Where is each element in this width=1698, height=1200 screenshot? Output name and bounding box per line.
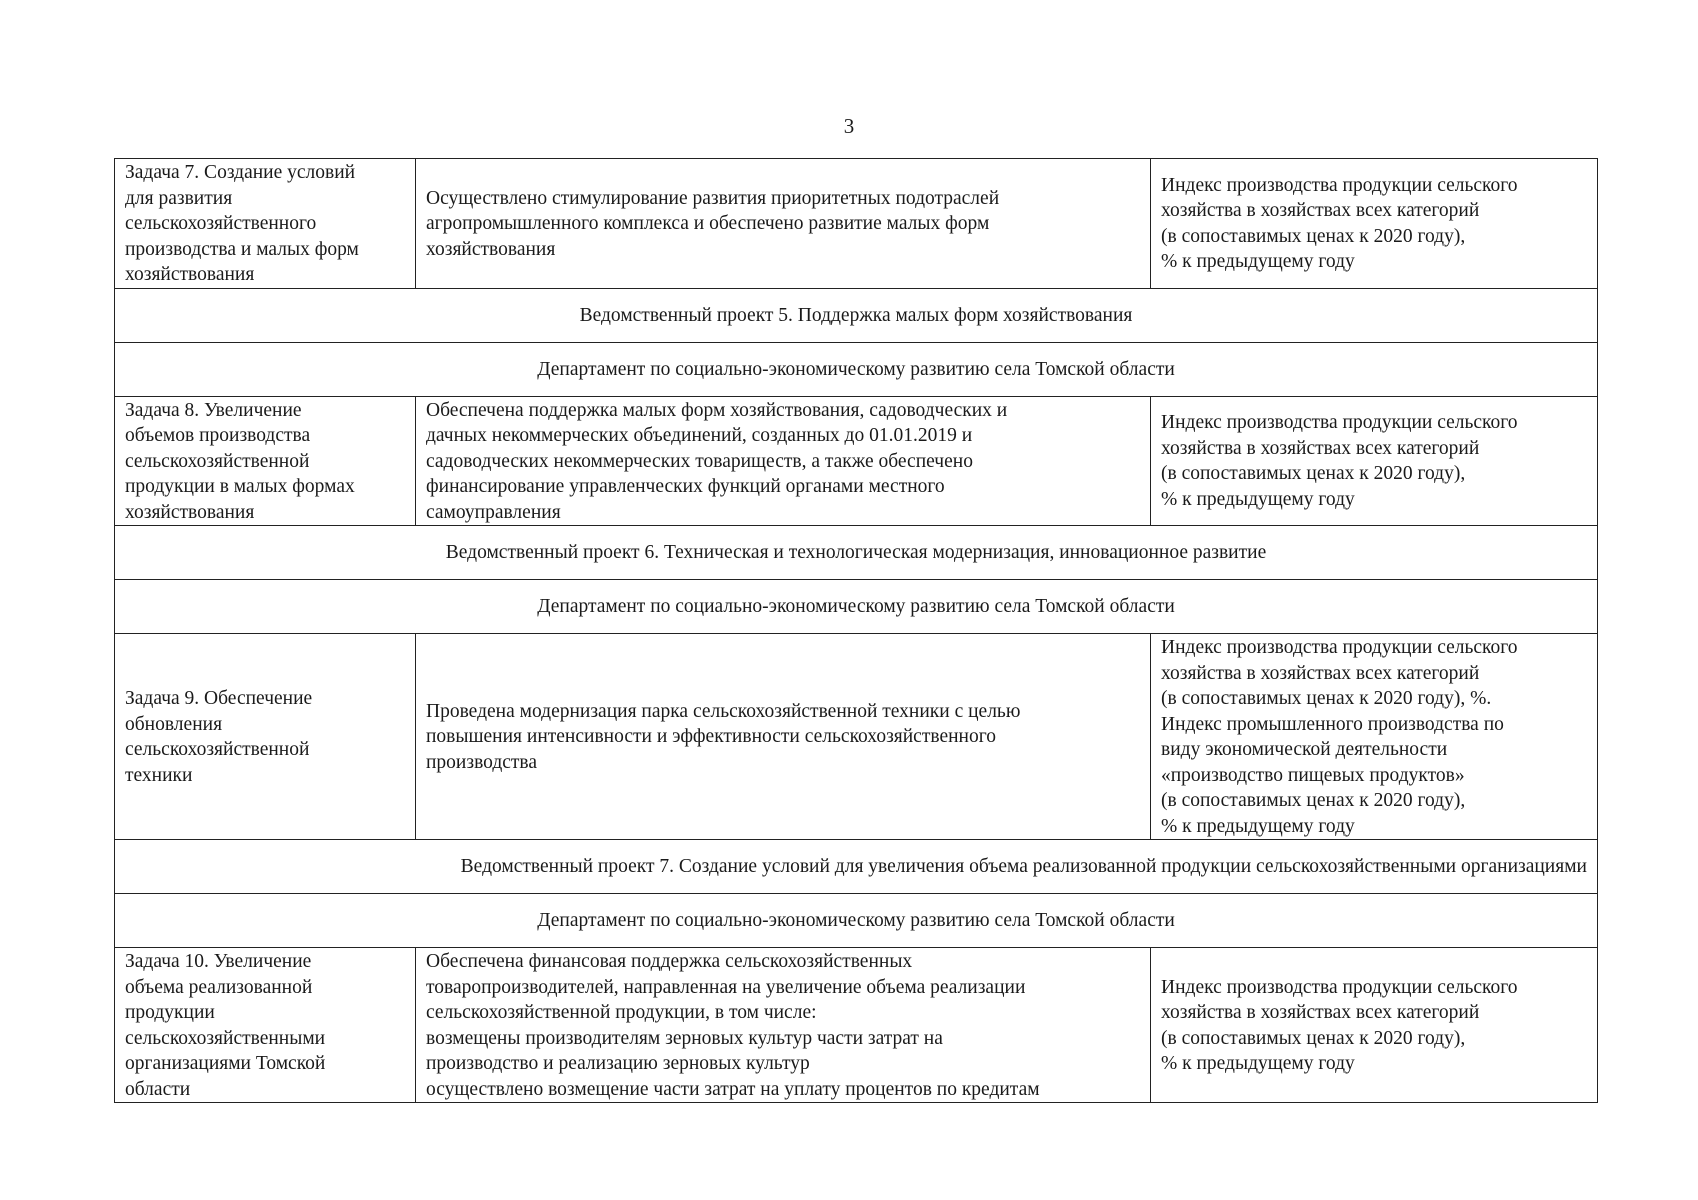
- result-line: производство и реализацию зерновых культур: [426, 1053, 810, 1074]
- task-cell: [115, 396, 416, 526]
- task-row: [115, 634, 1598, 840]
- task-line: Задача 7. Создание условий: [125, 162, 356, 183]
- task-line: Задача 9. Обеспечение: [125, 688, 313, 709]
- result-line: хозяйствования: [426, 238, 556, 260]
- task-row: [115, 948, 1598, 1103]
- task-line: продукции в малых формах: [125, 476, 355, 497]
- task-line: сельскохозяйственными: [125, 1027, 326, 1049]
- indicator-line: хозяйства в хозяйствах всех категорий: [1161, 662, 1480, 684]
- task-line: хозяйствования: [125, 264, 255, 285]
- indicator-line: хозяйства в хозяйствах всех категорий: [1161, 200, 1480, 222]
- section-heading: Ведомственный проект 5. Поддержка малых форм хозяйствования: [115, 288, 1598, 342]
- program-table: [114, 158, 1598, 1103]
- result-cell: [416, 159, 1151, 289]
- task-line: продукции: [125, 1002, 215, 1023]
- result-cell: [416, 948, 1151, 1103]
- result-line: повышения интенсивности и эффективности сельскохозяйственного: [426, 726, 996, 748]
- task-line: объема реализованной: [125, 976, 313, 998]
- page-number: 3: [843, 114, 855, 138]
- task-line: обновления: [125, 713, 223, 735]
- result-line: Обеспечена финансовая поддержка сельскохозяйственных: [426, 951, 913, 972]
- indicator-line: (в сопоставимых ценах к 2020 году),: [1161, 1027, 1466, 1049]
- result-line: садоводческих некоммерческих товариществ, а также обеспечено: [426, 450, 973, 472]
- indicator-line: % к предыдущему году: [1161, 251, 1355, 273]
- table-body: [115, 159, 1598, 1103]
- section-row: [115, 526, 1598, 580]
- result-line: Проведена модернизация парка сельскохозяйственной техники с целью: [426, 700, 1021, 722]
- result-line: дачных некоммерческих объединений, созданных до 01.01.2019 и: [426, 425, 973, 446]
- section-row: [115, 342, 1598, 396]
- indicator-cell: [1151, 948, 1598, 1103]
- task-line: Задача 10. Увеличение: [125, 951, 312, 972]
- indicator-line: % к предыдущему году: [1161, 1053, 1355, 1074]
- task-row: [115, 396, 1598, 526]
- result-line: возмещены производителям зерновых культур части затрат на: [426, 1027, 943, 1049]
- task-line: сельскохозяйственного: [125, 213, 317, 234]
- result-line: производства: [426, 751, 538, 773]
- indicator-line: (в сопоставимых ценах к 2020 году),: [1161, 463, 1466, 485]
- indicator-line: «производство пищевых продуктов»: [1161, 764, 1465, 786]
- section-heading: Департамент по социально-экономическому развитию села Томской области: [115, 342, 1598, 396]
- result-line: товаропроизводителей, направленная на увеличение объема реализации: [426, 976, 1026, 998]
- result-cell: [416, 634, 1151, 840]
- task-line: хозяйствования: [125, 501, 255, 523]
- section-row: [115, 894, 1598, 948]
- result-line: финансирование управленческих функций органами местного: [426, 476, 945, 497]
- task-cell: [115, 948, 416, 1103]
- indicator-line: (в сопоставимых ценах к 2020 году),: [1161, 790, 1466, 811]
- result-line: Осуществлено стимулирование развития приоритетных подотраслей: [426, 187, 1000, 209]
- indicator-line: хозяйства в хозяйствах всех категорий: [1161, 1002, 1480, 1023]
- task-line: техники: [125, 764, 193, 786]
- indicator-line: виду экономической деятельности: [1161, 739, 1448, 760]
- task-line: сельскохозяйственной: [125, 450, 310, 472]
- task-line: сельскохозяйственной: [125, 739, 310, 760]
- indicator-line: Индекс производства продукции сельского: [1161, 174, 1518, 196]
- task-line: организациями Томской: [125, 1053, 326, 1074]
- section-row: [115, 840, 1598, 894]
- indicator-line: (в сопоставимых ценах к 2020 году),: [1161, 225, 1466, 247]
- indicator-line: Индекс производства продукции сельского: [1161, 412, 1518, 434]
- task-line: Задача 8. Увеличение: [125, 399, 302, 421]
- section-heading: Ведомственный проект 7. Создание условий для увеличения объема реализованной продукции сельскохозяйственными организациями: [115, 840, 1598, 894]
- result-line: осуществлено возмещение части затрат на уплату процентов по кредитам: [426, 1078, 1040, 1100]
- result-line: агропромышленного комплекса и обеспечено развитие малых форм: [426, 213, 990, 234]
- task-line: области: [125, 1078, 191, 1100]
- result-cell: [416, 396, 1151, 526]
- section-heading: Ведомственный проект 6. Техническая и технологическая модернизация, инновационное развитие: [115, 526, 1598, 580]
- result-line: самоуправления: [426, 501, 561, 523]
- indicator-line: % к предыдущему году: [1161, 488, 1355, 510]
- indicator-line: Индекс производства продукции сельского: [1161, 637, 1518, 658]
- indicator-line: Индекс производства продукции сельского: [1161, 976, 1518, 998]
- section-row: [115, 288, 1598, 342]
- result-line: сельскохозяйственной продукции, в том числе:: [426, 1002, 817, 1023]
- indicator-cell: [1151, 634, 1598, 840]
- indicator-line: % к предыдущему году: [1161, 815, 1355, 837]
- task-cell: [115, 159, 416, 289]
- indicator-line: (в сопоставимых ценах к 2020 году), %.: [1161, 688, 1492, 709]
- task-cell: [115, 634, 416, 840]
- indicator-line: Индекс промышленного производства по: [1161, 713, 1504, 735]
- indicator-line: хозяйства в хозяйствах всех категорий: [1161, 437, 1480, 459]
- task-line: объемов производства: [125, 425, 311, 446]
- result-line: Обеспечена поддержка малых форм хозяйствования, садоводческих и: [426, 399, 1008, 421]
- indicator-cell: [1151, 396, 1598, 526]
- task-line: для развития: [125, 187, 233, 209]
- task-line: производства и малых форм: [125, 238, 359, 260]
- indicator-cell: [1151, 159, 1598, 289]
- section-heading: Департамент по социально-экономическому развитию села Томской области: [115, 580, 1598, 634]
- section-heading: Департамент по социально-экономическому развитию села Томской области: [115, 894, 1598, 948]
- task-row: [115, 159, 1598, 289]
- section-row: [115, 580, 1598, 634]
